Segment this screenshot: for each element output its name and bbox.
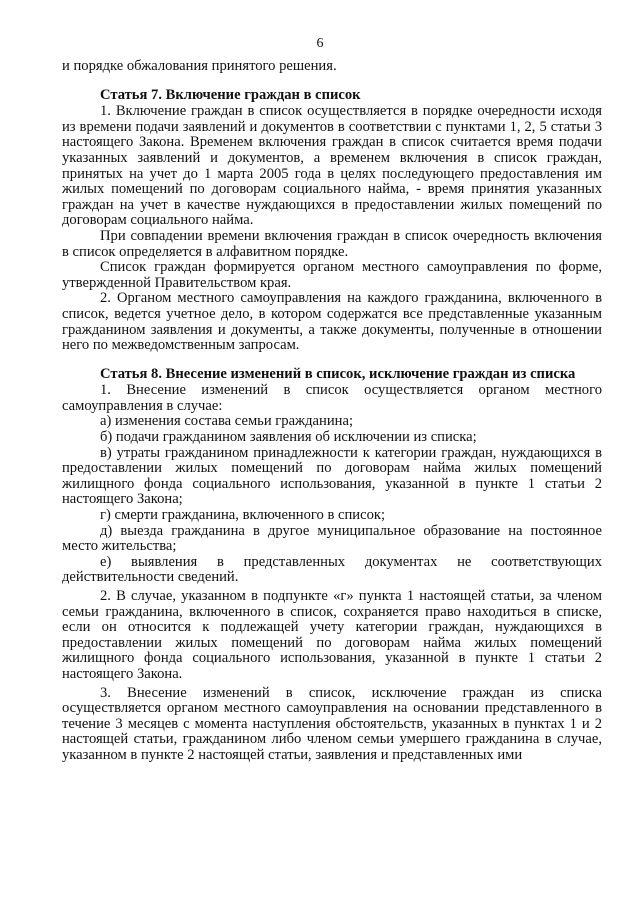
article-7-paragraph-3: Список граждан формируется органом местного самоуправления по форме, утвержденной Правительством края.: [62, 259, 602, 291]
article-7-paragraph-1: 1. Включение граждан в список осуществляется в порядке очередности исходя из времени подачи заявлений и документов в соответствии с пунктами 1, 2, 5 статьи 3 настоящего Закона. Временем включения граждан в список считается время подачи указанных заявлений и документов, а временем включения в список граждан, принятых на учет до 1 марта 2005 года в целях последующего предоставления им жилых помещений по договорам социального найма, - время принятия указанных граждан на учет в качестве нуждающихся в предоставлении жилых помещений по договорам социального найма.: [62, 103, 602, 229]
list-item-v: в) утраты гражданином принадлежности к категории граждан, нуждающихся в предоставлении жилых помещений по договорам найма жилых помещений жилищного фонда социального использования, указанной в пункте 1 статьи 2 настоящего Закона;: [62, 444, 602, 508]
list-item-a: а) изменения состава семьи гражданина;: [100, 413, 353, 430]
article-7-heading: Статья 7. Включение граждан в список: [100, 86, 361, 103]
page-number: 6: [316, 36, 324, 51]
article-8-paragraph-3: 3. Внесение изменений в список, исключение граждан из списка осуществляется органом местного самоуправления на основании представленного в течение 3 месяцев с момента наступления обстоятельств, указанных в пунктах 1 и 2 настоящей статьи, гражданином либо членом семьи умершего гражданина в случае, указанном в пункте 2 настоящей статьи, заявления и представленных ими: [62, 684, 602, 763]
article-7-paragraph-4: 2. Органом местного самоуправления на каждого гражданина, включенного в список, ведется учетное дело, в котором содержатся все представленные указанным гражданином заявления и документы, а также документы, полученные в отношении него по межведомственным запросам.: [62, 290, 602, 354]
list-item-d: д) выезда гражданина в другое муниципальное образование на постоянное место жительства;: [62, 522, 602, 555]
document-body: [62, 59, 602, 764]
article-7-paragraph-2: При совпадении времени включения граждан в список очередность включения в список определяется в алфавитном порядке.: [62, 227, 602, 260]
continuation-paragraph: и порядке обжалования принятого решения.: [62, 58, 337, 74]
article-8-heading: Статья 8. Внесение изменений в список, исключение граждан из списка: [100, 365, 576, 382]
article-8-paragraph-1: 1. Внесение изменений в список осуществляется органом местного самоуправления в случае:: [62, 382, 602, 414]
list-item-e: е) выявления в представленных документах не соответствующих действительности сведений.: [62, 553, 602, 586]
article-8-paragraph-2: 2. В случае, указанном в подпункте «г» пункта 1 настоящей статьи, за членом семьи гражданина, включенного в список, сохраняется право находиться в списке, если он относится к подлежащей учету категории граждан, нуждающихся в предоставлении жилых помещений по договорам найма жилых помещений жилищного фонда социального использования, указанной в пункте 1 статьи 2 настоящего Закона.: [62, 588, 602, 682]
list-item-g: г) смерти гражданина, включенного в список;: [100, 507, 386, 524]
list-item-b: б) подачи гражданином заявления об исключении из списка;: [100, 429, 477, 446]
